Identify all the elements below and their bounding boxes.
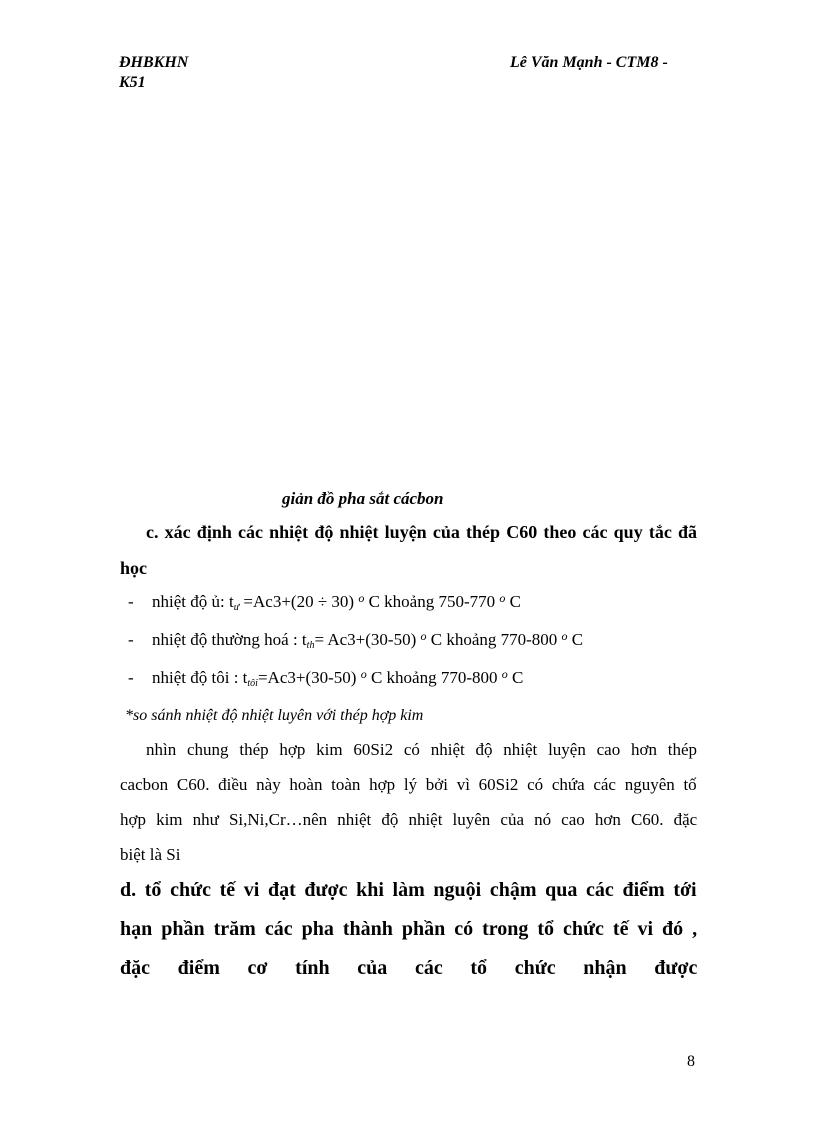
- header-class: K51: [119, 74, 146, 91]
- list-item-text: nhiệt độ tôi : $t_{tôi}=Ac3+(30-50)$ $^o$ C khoảng 770-800 $^o$ C: [152, 667, 524, 689]
- section-d-title-cont: hạn phần trăm các pha thành phần có trong tổ chức tế vi đó ,: [120, 918, 698, 940]
- list-item-text: nhiệt độ thường hoá : $t_{th}= Ac3+(30-50)$ $^o$ C khoảng 770-800 $^o$ C: [152, 629, 584, 651]
- figure-caption: giản đồ pha sắt cácbon: [282, 489, 444, 508]
- paragraph-line: cacbon C60. điều này hoàn toàn hợp lý bởi vì 60Si2 có chứa các nguyên tố: [120, 775, 697, 794]
- paragraph-line: hợp kim như Si,Ni,Cr…nên nhiệt độ nhiệt luyên của nó cao hơn C60. đặc: [120, 810, 698, 829]
- list-dash: -: [128, 630, 134, 649]
- section-c-title: c. xác định các nhiệt độ nhiệt luyện của thép C60 theo các quy tắc đã: [146, 522, 698, 542]
- section-c-title-cont: học: [120, 558, 147, 578]
- list-dash: -: [128, 592, 134, 611]
- header-institution: ĐHBKHN: [119, 54, 189, 71]
- list-item-text: nhiệt độ ủ: $t_ư =Ac3+(20 \div 30)$ $^o$ C khoảng 750-770 $^o$ C: [152, 591, 521, 613]
- section-d-title: d. tổ chức tế vi đạt được khi làm nguội chậm qua các điểm tới: [120, 879, 697, 901]
- list-item-annealing: [128, 592, 688, 616]
- page-number: 8: [687, 1053, 695, 1070]
- list-dash: -: [128, 668, 134, 687]
- header-author: Lê Văn Mạnh - CTM8 -: [510, 54, 668, 71]
- paragraph-line: nhìn chung thép hợp kim 60Si2 có nhiệt độ nhiệt luyện cao hơn thép: [146, 740, 698, 759]
- list-item-quenching: [128, 668, 688, 692]
- list-item-normalizing: [128, 630, 688, 654]
- paragraph-line: biệt là Si: [120, 845, 181, 864]
- section-d-title-cont: đặc điểm cơ tính của các tổ chức nhận được: [120, 957, 698, 979]
- comparison-note: *so sánh nhiệt độ nhiệt luyên với thép hợp kim: [125, 707, 424, 724]
